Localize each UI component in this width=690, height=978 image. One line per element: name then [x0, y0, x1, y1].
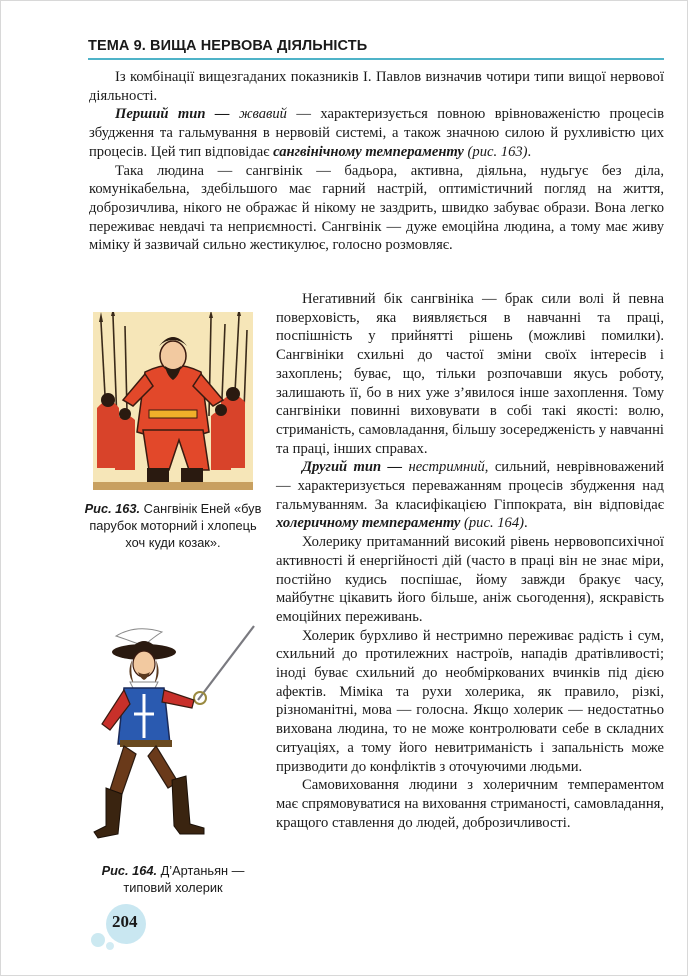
second-type-term-unrestrained: нестримний	[408, 459, 485, 476]
paragraph-choleric-emotions: Холерик бурхливо й нестримно переживає радість і сум, схильний до протилежних настроїв, нападів дратівливості; іноді буває схильний до необміркованих вчинків під дією афектів. Міміка та рухи холерика, як правило, різкі, різноманітні, мова — голосна. Якщо холерик — недостатньо вихована людина, то не може контролювати себе в складних ситуаціях, а тому його невитриманість і запальність може призводити до конфліктів з оточуючими людьми.	[276, 627, 664, 775]
first-type-end: .	[527, 143, 532, 160]
paragraph-sanguine-description: Така людина — сангвінік — бадьора, активна, діяльна, нудьгує без діла, комунікабельна, здебільшого має гарний настрій, оптимістичний погляд на життя, доброзичлива, нікого не ображає й нікому не заздрить, швидко забуває образи. Вона легко переживає невдачі та неприємності. Сангвінік — дуже емоційна людина, а тому має живу міміку й зазвичай сильно жестикулює, голосно розмовляє.	[89, 162, 664, 254]
paragraph-first-type	[89, 105, 664, 161]
first-type-lead: Перший тип —	[115, 106, 239, 123]
right-text-block	[276, 290, 664, 832]
fig164-ref: (рис. 164)	[460, 515, 525, 532]
top-text-block	[89, 68, 664, 255]
choleric-term: холеричному темпераменту	[276, 515, 461, 532]
second-type-body: , сильний, неврівноважений — характеризується переважанням процесів збудження над гальмуванням. За класифікацією Гіппократа, він відповідає	[276, 459, 665, 513]
paragraph-sanguine-negative: Негативний бік сангвініка — брак сили волі й певна поверховість, яка виявляється в навчанні та праці, поспішність у прийнятті рішень (можливі помилки). Сангвініки схильні до частої зміни своїх інтересів і захоплень; буває, що, тільки розпочавши якусь роботу, залишають її, бо в них уже з’явилося інше захоплення. Тому сангвініки повинні виховувати в собі такі якості: волю, стриманість, самовладання, більшу зосередженість у навчанні та праці, інших справах.	[276, 291, 664, 457]
figure-163-label: Рис. 163.	[84, 501, 141, 516]
chapter-header: ТЕМА 9. ВИЩА НЕРВОВА ДІЯЛЬНІСТЬ	[88, 38, 368, 54]
second-type-end: .	[524, 515, 528, 532]
first-type-term-lively: жвавий	[238, 106, 287, 123]
figure-164-text: Д’Артаньян — типовий холерик	[123, 863, 245, 895]
figure-164-label: Рис. 164.	[101, 863, 158, 878]
paragraph-choleric-selfeducation: Самовиховання людини з холеричним темпераментом має спрямовуватися на виховання стриманості, самовладання, кращого ставлення до людей, доброзичливості.	[276, 777, 664, 831]
page-number: 204	[112, 912, 138, 931]
paragraph-second-type	[276, 458, 664, 533]
paragraph-choleric-activity: Холерику притаманний високий рівень нервовопсихічної активності й енергійності дій (часто в праці він не знає міри, постійно кудись поспішає, йому завжди бракує часу, майбутнє цікавить його більше, аніж сьогодення), яскравість емоційних переживань.	[276, 534, 664, 625]
cossack-illustration-icon	[93, 312, 253, 490]
figure-163-caption	[84, 500, 262, 551]
figure-163-text: Сангвінік Еней «був парубок моторний і хлопець хоч куди козак».	[89, 501, 262, 550]
sanguine-term: сангвінічному темпераменту	[273, 143, 464, 160]
figure-164-caption	[84, 862, 262, 896]
musketeer-illustration-icon	[86, 622, 258, 848]
header-divider	[88, 58, 664, 60]
fig163-ref: (рис. 163)	[463, 143, 528, 160]
paragraph-intro: Із комбінації вищезгаданих показників І. Павлов визначив чотири типи вищої нервової діяльності.	[89, 69, 664, 104]
second-type-lead: Другий тип —	[302, 459, 409, 476]
first-type-body: — характеризується повною врівноваженістю процесів збудження та гальмування в нервовій системі, а також значною силою й рухливістю цих процесів. Цей тип відповідає	[89, 106, 664, 160]
